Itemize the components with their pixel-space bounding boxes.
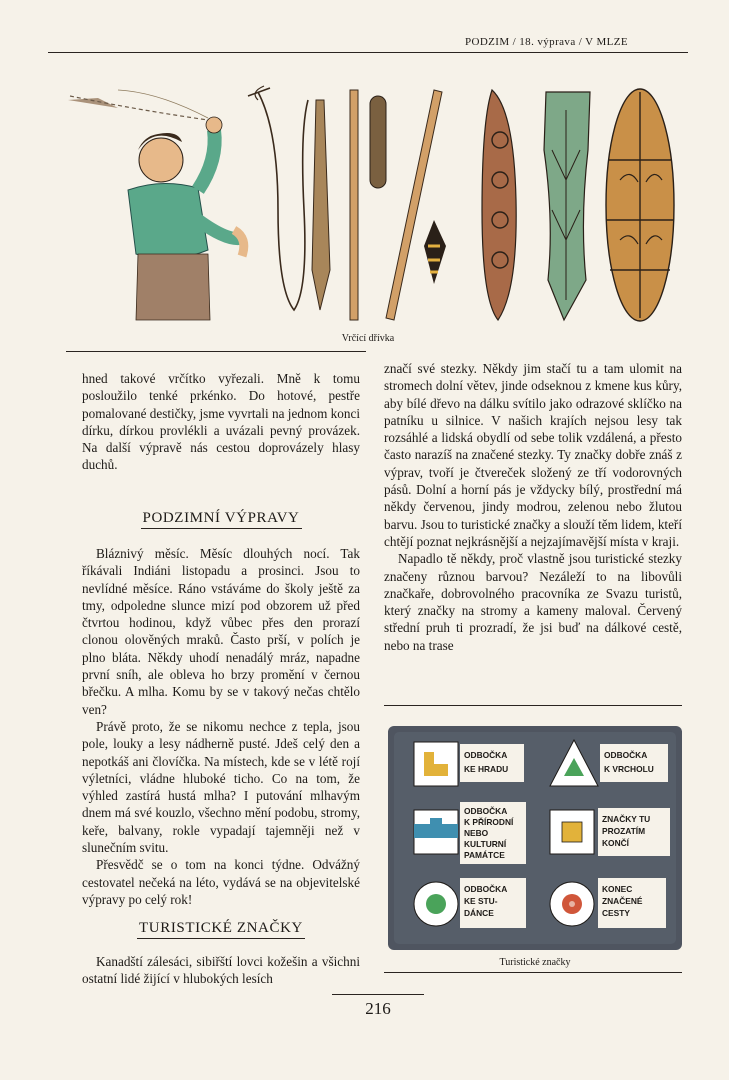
- paragraph: Právě proto, že se nikomu nechce z tepla, jsou pole, louky a lesy nádherně pusté. Jdeš celý den a nepotkáš ani človíčka. Na místech, kde se v létě rojí výletníci, vládne hluboké ticho. Co na tom, že výhled zastírá hustá mlha? I putování mlhavým dnem má své kouzlo, všechno mění podobu, stromy, keře, balvany, rokle vypadají tajemněji než v slunečním svitu.: [82, 718, 360, 856]
- paragraph: Přesvědč se o tom na konci týdne. Odvážný cestovatel nečeká na léto, vydává se na objevitelské výpravy po celý rok!: [82, 857, 360, 907]
- figure1-rule: [66, 351, 366, 352]
- page-number: 216: [365, 999, 391, 1018]
- figure2-top-rule: [384, 705, 682, 706]
- running-head: PODZIM / 18. výprava / V MLZE: [464, 36, 628, 48]
- label-temp-end-2: PROZATÍM: [602, 826, 646, 836]
- label-route-end-2: ZNAČENÉ: [602, 896, 643, 906]
- label-peak-2: K VRCHOLU: [604, 764, 654, 774]
- paragraph: Bláznivý měsíc. Měsíc dlouhých nocí. Tak říkávali Indiáni listopadu a prosinci. Jsou to nevlídné měsíce. Ráno vstáváme do školy ještě za tmy, odpoledne slunce mizí pod obzorem už před čtvrtou hodinou, když vůbec přes den prorazí clonou olověných mraků. Často prší, v polích je plno bláta. Někdy uhodí nenadálý mráz, napadne první sníh, ale obleva ho brzy promění v černou břečku. A mlha. Komu by se v takový nečas chtělo ven?: [82, 546, 360, 717]
- left-column-bottom: [82, 953, 360, 988]
- striped-pendant: [424, 220, 446, 284]
- left-column-body: [82, 545, 360, 908]
- label-spring-2: KE STU-: [464, 896, 498, 906]
- label-route-end-1: KONEC: [602, 884, 633, 894]
- label-nature-5: PAMÁTCE: [464, 850, 505, 860]
- label-route-end-3: CESTY: [602, 908, 630, 918]
- paragraph: Napadlo tě někdy, proč vlastně jsou turistické stezky značeny různou barvou? Nezáleží to na libovůli značkaře, dobrovolného pracovníka ze Svazu turistů, který značky na stromy a kameny maloval. Červený střední pruh ti prozradí, že jsi buď na dálkové cestě, nebo na trase: [384, 551, 682, 653]
- carved-stick: [312, 100, 330, 310]
- mark-spring: [414, 878, 526, 928]
- painted-board-2: [544, 92, 590, 320]
- figure2-caption: Turistické značky: [499, 957, 571, 968]
- painted-board-1: [482, 90, 516, 320]
- boy-figure: [68, 90, 244, 320]
- label-spring-1: ODBOČKA: [464, 884, 508, 894]
- section-heading-turisticke-znacky: TURISTICKÉ ZNAČKY: [82, 920, 360, 937]
- mark-temporary-end: [550, 808, 670, 856]
- mark-castle: [414, 742, 524, 786]
- trail-marks-plate: [388, 726, 682, 950]
- label-temp-end-3: KONČÍ: [602, 838, 629, 848]
- label-temp-end-1: ZNAČKY TU: [602, 814, 651, 824]
- label-peak-1: ODBOČKA: [604, 750, 648, 760]
- right-column-body: [384, 360, 682, 654]
- label-nature-1: ODBOČKA: [464, 806, 508, 816]
- staff: [350, 90, 358, 320]
- bullroarer-illustration: [58, 70, 686, 330]
- label-castle-1: ODBOČKA: [464, 750, 508, 760]
- label-nature-2: K PŘÍRODNÍ: [464, 817, 514, 827]
- woven-cylinder: [370, 96, 386, 188]
- paragraph: značí své stezky. Někdy jim stačí tu a tam ulomit na stromech dolní větev, jinde odseknou z kmene kus kůry, aby bílé dřevo na dálku svítilo jako odrazové sklíčko na patníku u silnice. V našich krajích nejsou lesy tak rozsáhlé a lidská obydlí od sebe tolik vzdálená, a přesto často narazíš na značené stezky. Ty značky dobře znáš z výprav, tvoří je čtvereček složený ze tří vodorovných pásů. Dolní a horní pás je vždycky bílý, prostřední má někdy červenou, jindy modrou, zelenou nebo žlutou barvu. Jsou to turistické značky a slouží těm lidem, kteří chtějí poznat nejkrásnější a nejzajímavější místa v kraji.: [384, 361, 682, 549]
- footer-rule: [332, 994, 424, 995]
- figure2-bottom-rule: [384, 972, 682, 973]
- figure1-caption: Vrčící dřívka: [341, 333, 395, 344]
- paragraph-continued: hned takové vrčítko vyřezali. Mně k tomu posloužilo tenké prkénko. Do hotové, pestře pomalované destičky, jsme vyvrtali na jednom konci dírku, dírkou provlékli a uvázali pevný provázek. Na další výpravě nás cestou doprovázely hlasy duchů.: [82, 371, 360, 473]
- left-column-top: [82, 370, 360, 474]
- paragraph: Kanadští zálesáci, sibiřští lovci kožešin a všichni ostatní lidé žijící v hlubokých lesích: [82, 954, 360, 987]
- mark-route-end: [550, 878, 666, 928]
- string-coil: [248, 88, 308, 310]
- label-spring-3: DÁNCE: [464, 908, 494, 918]
- label-nature-4: KULTURNÍ: [464, 839, 507, 849]
- label-nature-3: NEBO: [464, 828, 489, 838]
- section-heading-podzimni-vypravy: PODZIMNÍ VÝPRAVY: [82, 510, 360, 527]
- header-rule: [48, 52, 688, 53]
- label-castle-2: KE HRADU: [464, 764, 509, 774]
- diagonal-staff: [386, 90, 442, 320]
